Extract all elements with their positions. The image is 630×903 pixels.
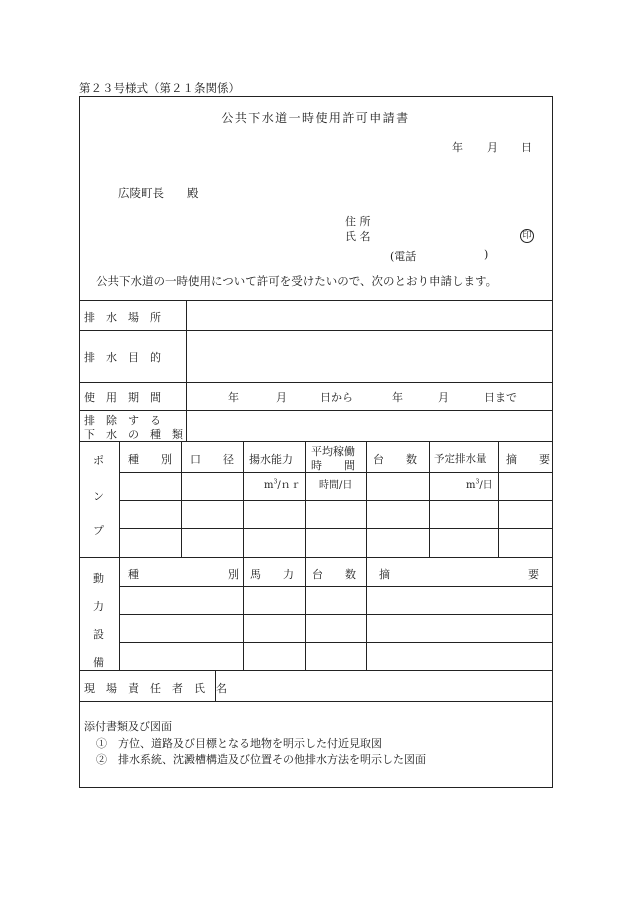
label-drain-purpose: 排 水 目 的 [84, 351, 161, 364]
pump-header-bore: 口 径 [190, 453, 234, 466]
period-month-2: 月 [438, 391, 449, 404]
attachment-item-2: ② 排水系統、沈澱槽構造及び位置その他排水方法を明示した図面 [96, 753, 426, 766]
power-label-3: 設 [93, 628, 104, 641]
phone-open: (電話 [390, 250, 417, 263]
request-text: 公共下水道の一時使用について許可を受けたいので、次のとおり申請します。 [96, 274, 498, 288]
form-number: 第２３号様式（第２１条関係） [79, 81, 240, 95]
period-year-1: 年 [228, 391, 239, 404]
attachments-title: 添付書類及び図面 [84, 720, 172, 733]
attachment-item-1: ① 方位、道路及び目標となる地物を明示した付近見取図 [96, 737, 382, 750]
power-header-remarks-a: 摘 [379, 568, 390, 581]
unit-hours: 時間/日 [319, 480, 353, 491]
phone-close: ) [484, 248, 489, 261]
address-label: 住 所 [345, 215, 371, 228]
period-month-1: 月 [276, 391, 287, 404]
pump-header-kind: 種 別 [128, 453, 172, 466]
seal-mark: 印 [520, 229, 534, 243]
label-sewage-type-2: 下 水 の 種 類 [84, 428, 183, 441]
period-to: 日まで [484, 391, 517, 404]
label-drain-location: 排 水 場 所 [84, 311, 161, 324]
date-year: 年 [452, 141, 463, 154]
pump-header-avg-2: 時 間 [311, 459, 355, 472]
period-from: 日から [320, 391, 353, 404]
power-label-2: 力 [93, 600, 104, 613]
pump-label-2: ン [93, 490, 104, 503]
pump-label-1: ポ [93, 454, 104, 467]
pump-header-planned: 予定排水量 [434, 453, 487, 465]
pump-header-avg-1: 平均稼働 [311, 445, 355, 458]
power-label-1: 動 [93, 572, 104, 585]
date-day: 日 [521, 141, 532, 154]
power-header-kind-a: 種 [128, 568, 139, 581]
power-header-hp: 馬 力 [250, 568, 294, 581]
power-label-4: 備 [93, 656, 104, 669]
form-title: 公共下水道一時使用許可申請書 [221, 111, 410, 125]
addressee: 広陵町長 殿 [118, 186, 199, 200]
label-use-period: 使 用 期 間 [84, 391, 161, 404]
pump-header-remarks: 摘 要 [506, 453, 550, 466]
power-header-kind-b: 別 [228, 568, 239, 581]
power-header-count: 台 数 [312, 568, 356, 581]
pump-header-capacity: 揚水能力 [249, 453, 293, 466]
pump-label-3: プ [93, 524, 104, 537]
date-month: 月 [487, 141, 498, 154]
unit-capacity: $m^3/nr$ [264, 478, 301, 491]
label-site-supervisor: 現 場 責 任 者 氏 名 [84, 682, 227, 695]
power-header-remarks-b: 要 [528, 568, 539, 581]
name-label: 氏 名 [345, 230, 371, 243]
unit-planned: $m^3/$日 [466, 478, 493, 491]
pump-header-count: 台 数 [373, 453, 417, 466]
period-year-2: 年 [392, 391, 403, 404]
label-sewage-type-1: 排 除 す る [84, 414, 161, 427]
